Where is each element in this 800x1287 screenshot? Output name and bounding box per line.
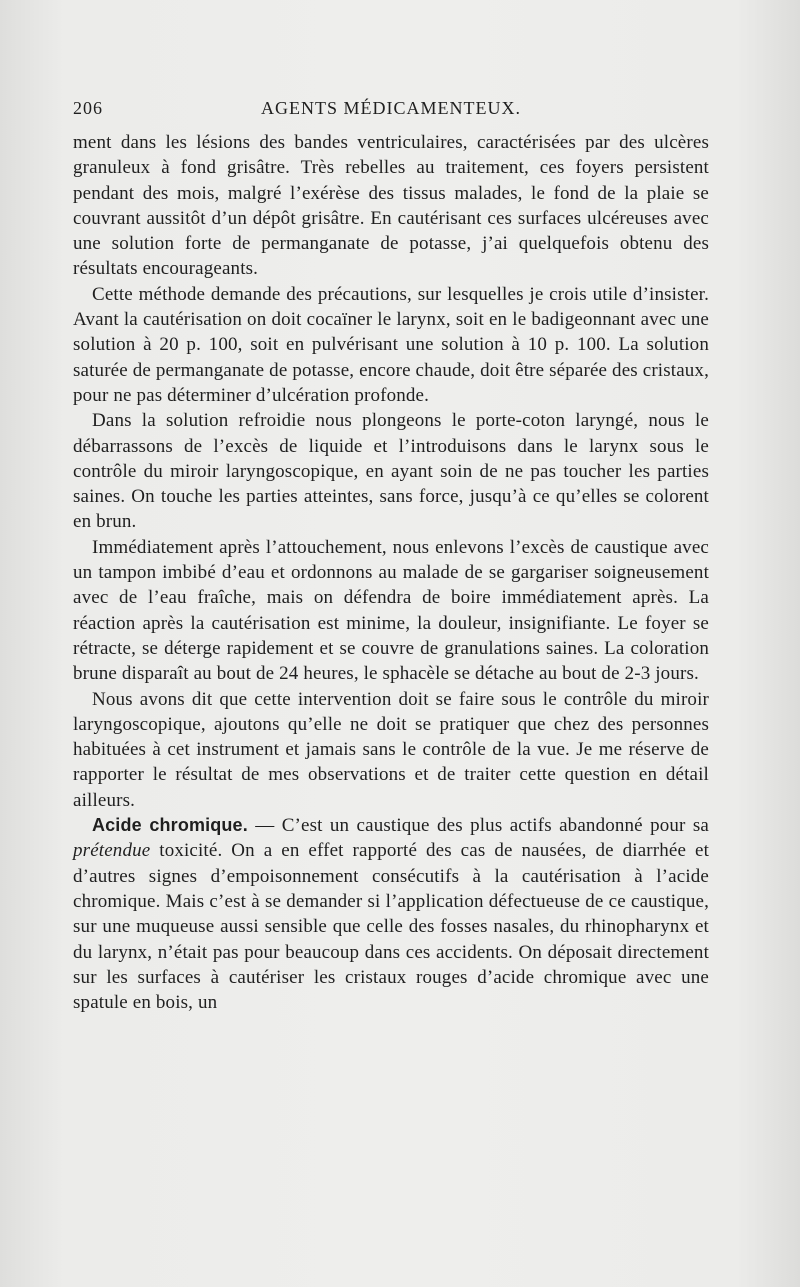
- paragraph-acide-chromique: [73, 813, 709, 1015]
- paragraph-text-part1: — C’est un caustique des plus actifs abandonné pour sa: [247, 815, 709, 837]
- emphasis-pretendue: prétendue: [73, 840, 151, 862]
- body-text: [73, 130, 709, 1015]
- paragraph-application: Dans la solution refroidie nous plongeons le porte-coton laryngé, nous le débarrassons de l’excès de liquide et l’introduisons dans le larynx sous le contrôle du miroir laryngoscopique, en ayant soin de ne pas toucher les parties saines. On touche les parties atteintes, sans force, jusqu’à ce qu’elles se colorent en brun.: [73, 410, 709, 533]
- running-title: AGENTS MÉDICAMENTEUX.: [261, 98, 521, 118]
- paragraph-laryngoscope: Nous avons dit que cette intervention doit se faire sous le contrôle du miroir laryngoscopique, ajoutons qu’elle ne doit se pratiquer que chez des personnes habituées à cet instrument et jamais sans le contrôle de la vue. Je me réserve de rapporter le résultat de mes observations et de traiter cette question en détail ailleurs.: [73, 688, 709, 811]
- paragraph-continuation: ment dans les lésions des bandes ventriculaires, caractérisées par des ulcères granuleux à fond grisâtre. Très rebelles au traitement, ces foyers persistent pendant des mois, malgré l’exérèse des tissus malades, le fond de la plaie se couvrant aussitôt d’un dépôt grisâtre. En cautérisant ces surfaces ulcéreuses avec une solution forte de permanganate de potasse, j’ai quelquefois obtenu des résultats encourageants.: [73, 132, 709, 280]
- paragraph-precautions: Cette méthode demande des précautions, sur lesquelles je crois utile d’insister. Avant la cautérisation on doit cocaïner le larynx, soit en le badigeonnant avec une solution à 20 p. 100, soit en pulvérisant une solution à 10 p. 100. La solution saturée de permanganate de potasse, encore chaude, doit être séparée des cristaux, pour ne pas déterminer d’ulcération profonde.: [73, 283, 709, 406]
- page-header: [73, 98, 709, 124]
- paragraph-text-part2: toxicité. On a en effet rapporté des cas de nausées, de diarrhée et d’autres signes d’empoisonnement consécutifs à la cautérisation à l’acide chromique. Mais c’est à se demander si l’application défectueuse de ce caustique, sur une muqueuse aussi sensible que celle des fosses nasales, du rhinopharynx et du larynx, n’était pas pour beaucoup dans ces accidents. On déposait directement sur les surfaces à cautériser les cristaux rouges d’acide chromique avec une spatule en bois, un: [73, 840, 709, 1014]
- page-number: 206: [73, 98, 103, 118]
- paragraph-aftercare: Immédiatement après l’attouchement, nous enlevons l’excès de caustique avec un tampon imbibé d’eau et ordonnons au malade de se gargariser soigneusement avec de l’eau fraîche, mais on défendra de boire immédiatement après. La réaction après la cautérisation est minime, la douleur, insignifiante. Le foyer se rétracte, se déterge rapidement et se couvre de granulations saines. La coloration brune disparaît au bout de 24 heures, le sphacèle se détache au bout de 2-3 jours.: [73, 536, 709, 685]
- section-heading: Acide chromique.: [92, 815, 248, 836]
